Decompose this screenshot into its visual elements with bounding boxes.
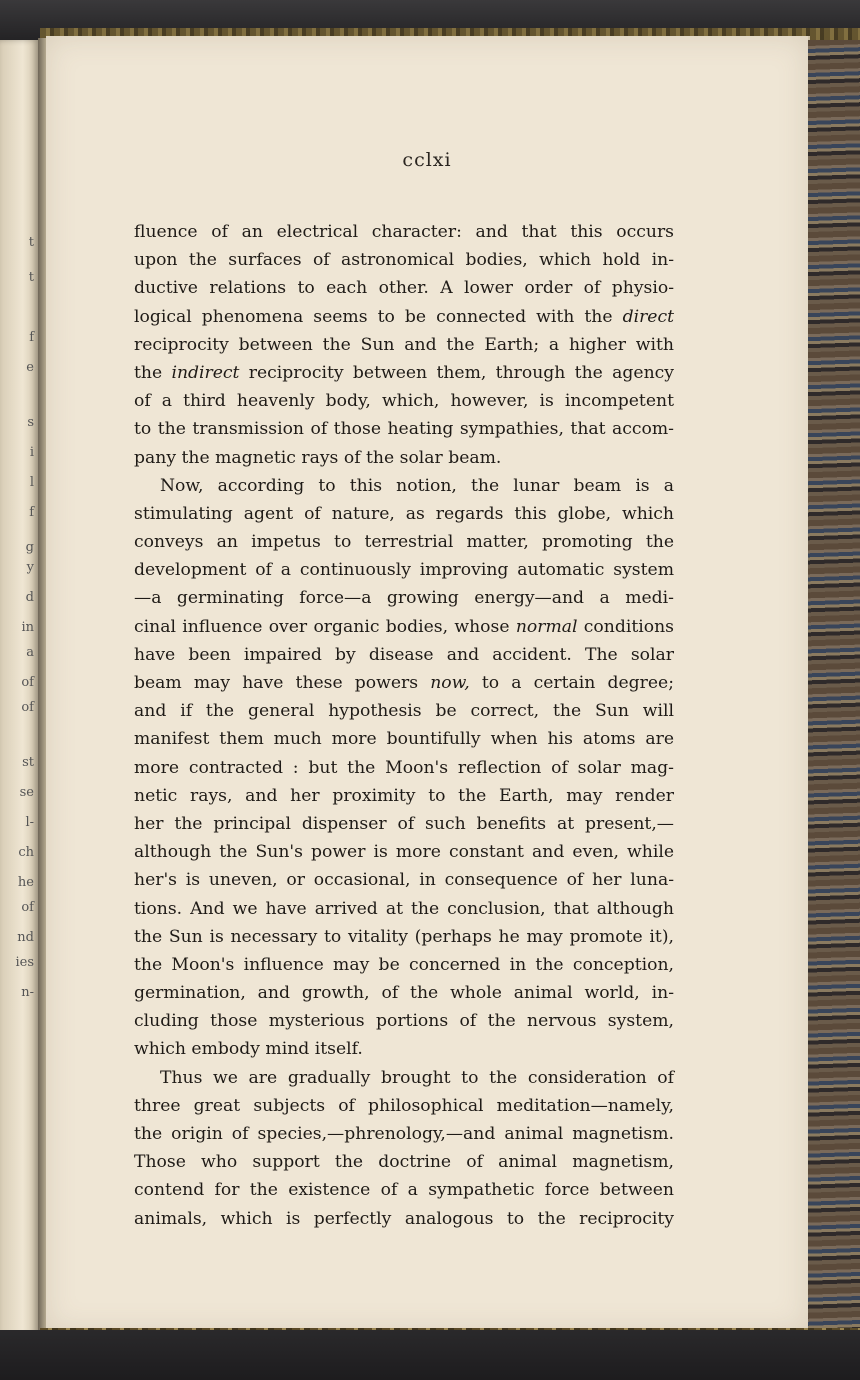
text-segment: beam may have these powers: [134, 673, 431, 693]
text-segment: have been impaired by disease and accident. The solar: [134, 644, 674, 665]
italic-word: now,: [430, 673, 470, 693]
text-line: [134, 951, 674, 979]
text-line: [134, 500, 674, 528]
text-segment: animals, which is perfectly analogous to the reciprocity: [134, 1208, 674, 1229]
text-line: [134, 556, 674, 584]
text-segment: tions. And we have arrived at the conclusion, that although: [134, 898, 674, 919]
text-line: [134, 331, 674, 359]
text-line: [134, 246, 674, 274]
text-segment: the: [134, 362, 172, 383]
text-segment: conditions: [577, 616, 674, 637]
text-segment: upon the surfaces of astronomical bodies, which hold in-: [134, 250, 674, 271]
book-page: [46, 36, 808, 1332]
text-segment: contend for the existence of a sympathetic force between: [134, 1180, 674, 1201]
text-segment: netic rays, and her proximity to the Earth, may render: [134, 785, 674, 806]
text-line: [134, 528, 674, 556]
text-segment: stimulating agent of nature, as regards this globe, which: [134, 503, 674, 524]
previous-page-text-fragment: st: [22, 755, 34, 770]
text-segment: ductive relations to each other. A lower order of physio-: [134, 278, 674, 299]
text-line: [134, 1007, 674, 1035]
text-segment: three great subjects of philosophical meditation—namely,: [134, 1095, 674, 1116]
text-segment: Now, according to this notion, the lunar beam is a: [160, 475, 674, 496]
text-line: [134, 387, 674, 415]
text-segment: of a third heavenly body, which, however, is incompetent: [134, 391, 674, 412]
previous-page-text-fragment: nd: [17, 930, 34, 945]
text-segment: development of a continuously improving automatic system: [134, 560, 674, 581]
text-segment: fluence of an electrical character: and that this occurs: [134, 222, 674, 242]
text-line: [134, 1176, 674, 1204]
previous-page-text-fragment: se: [19, 785, 34, 800]
previous-page-text-fragment: ch: [18, 845, 34, 860]
text-line: [134, 1035, 674, 1063]
text-segment: to the transmission of those heating sympathies, that accom-: [134, 419, 674, 440]
text-line: [134, 725, 674, 753]
text-segment: which embody mind itself.: [134, 1039, 363, 1060]
text-segment: although the Sun's power is more constant and even, while: [134, 842, 674, 863]
previous-page-text-fragment: ies: [15, 955, 34, 970]
text-segment: her the principal dispenser of such benefits at present,—: [134, 813, 674, 834]
text-segment: cinal influence over organic bodies, whose: [134, 616, 516, 637]
text-segment: to a certain degree;: [469, 673, 674, 693]
text-line: [134, 1148, 674, 1176]
text-line: [134, 810, 674, 838]
text-line: [134, 1064, 674, 1092]
text-line: [134, 1205, 674, 1233]
text-segment: germination, and growth, of the whole animal world, in-: [134, 983, 674, 1004]
previous-page-text-fragment: of: [21, 700, 34, 715]
previous-page-text-fragment: he: [17, 875, 34, 890]
previous-page-edge: [0, 40, 38, 1345]
text-segment: Those who support the doctrine of animal magnetism,: [134, 1152, 674, 1173]
text-segment: manifest them much more bountifully when his atoms are: [134, 729, 674, 750]
text-segment: Thus we are gradually brought to the consideration of: [160, 1067, 674, 1088]
text-segment: reciprocity between them, through the agency: [239, 362, 674, 383]
italic-word: indirect: [171, 362, 240, 383]
text-segment: logical phenomena seems to be connected with the: [134, 306, 623, 327]
previous-page-text-fragment: d: [25, 590, 34, 605]
previous-page-text-fragment: a: [26, 645, 34, 660]
text-line: [134, 838, 674, 866]
text-line: [134, 1120, 674, 1148]
previous-page-text-fragment: f: [29, 505, 34, 520]
previous-page-text-fragment: t: [28, 235, 34, 250]
text-segment: the Sun is necessary to vitality (perhaps he may promote it),: [134, 926, 674, 947]
text-line: [134, 866, 674, 894]
text-segment: conveys an impetus to terrestrial matter, promoting the: [134, 532, 674, 553]
previous-page-text-fragment: f: [29, 330, 34, 345]
text-segment: more contracted : but the Moon's reflection of solar mag-: [134, 757, 674, 778]
text-line: [134, 303, 674, 331]
text-line: [134, 641, 674, 669]
previous-page-text-fragment: i: [29, 445, 34, 460]
text-line: [134, 218, 674, 246]
previous-page-text-fragment: y: [26, 560, 34, 575]
text-line: [134, 613, 674, 641]
body-text: [134, 218, 674, 1233]
text-line: [134, 584, 674, 612]
text-line: [134, 472, 674, 500]
text-line: [134, 359, 674, 387]
text-line: [134, 754, 674, 782]
previous-page-text-fragment: in: [21, 620, 34, 635]
text-segment: cluding those mysterious portions of the nervous system,: [134, 1011, 674, 1032]
text-line: [134, 415, 674, 443]
text-segment: pany the magnetic rays of the solar beam.: [134, 447, 502, 468]
previous-page-text-fragment: s: [27, 415, 34, 430]
text-segment: her's is uneven, or occasional, in consequence of her luna-: [134, 870, 674, 891]
previous-page-text-fragment: t: [28, 270, 34, 285]
text-line: [134, 1092, 674, 1120]
text-line: [134, 274, 674, 302]
text-line: [134, 444, 674, 472]
italic-word: normal: [515, 616, 578, 637]
previous-page-text-fragment: e: [26, 360, 34, 375]
text-line: [134, 669, 674, 697]
text-segment: reciprocity between the Sun and the Earth; a higher with: [134, 334, 674, 355]
previous-page-text-fragment: of: [21, 900, 34, 915]
previous-page-text-fragment: l: [29, 475, 34, 490]
text-line: [134, 782, 674, 810]
previous-page-text-fragment: l-: [25, 815, 34, 830]
text-segment: —a germinating force—a growing energy—and a medi-: [134, 588, 674, 609]
previous-page-text-fragment: of: [21, 675, 34, 690]
scan-background-bottom: [0, 1330, 860, 1380]
previous-page-text-fragment: n-: [21, 985, 34, 1000]
text-line: [134, 895, 674, 923]
marbled-fore-edge: [808, 40, 860, 1340]
page-number: cclxi: [402, 149, 452, 171]
text-line: [134, 923, 674, 951]
previous-page-text-fragment: g: [25, 540, 34, 555]
italic-word: direct: [622, 306, 674, 327]
text-segment: the Moon's influence may be concerned in the conception,: [134, 954, 674, 975]
text-segment: the origin of species,—phrenology,—and animal magnetism.: [134, 1124, 674, 1144]
book-gutter: [38, 38, 46, 1348]
text-line: [134, 979, 674, 1007]
text-line: [134, 697, 674, 725]
text-segment: and if the general hypothesis be correct, the Sun will: [134, 701, 674, 722]
